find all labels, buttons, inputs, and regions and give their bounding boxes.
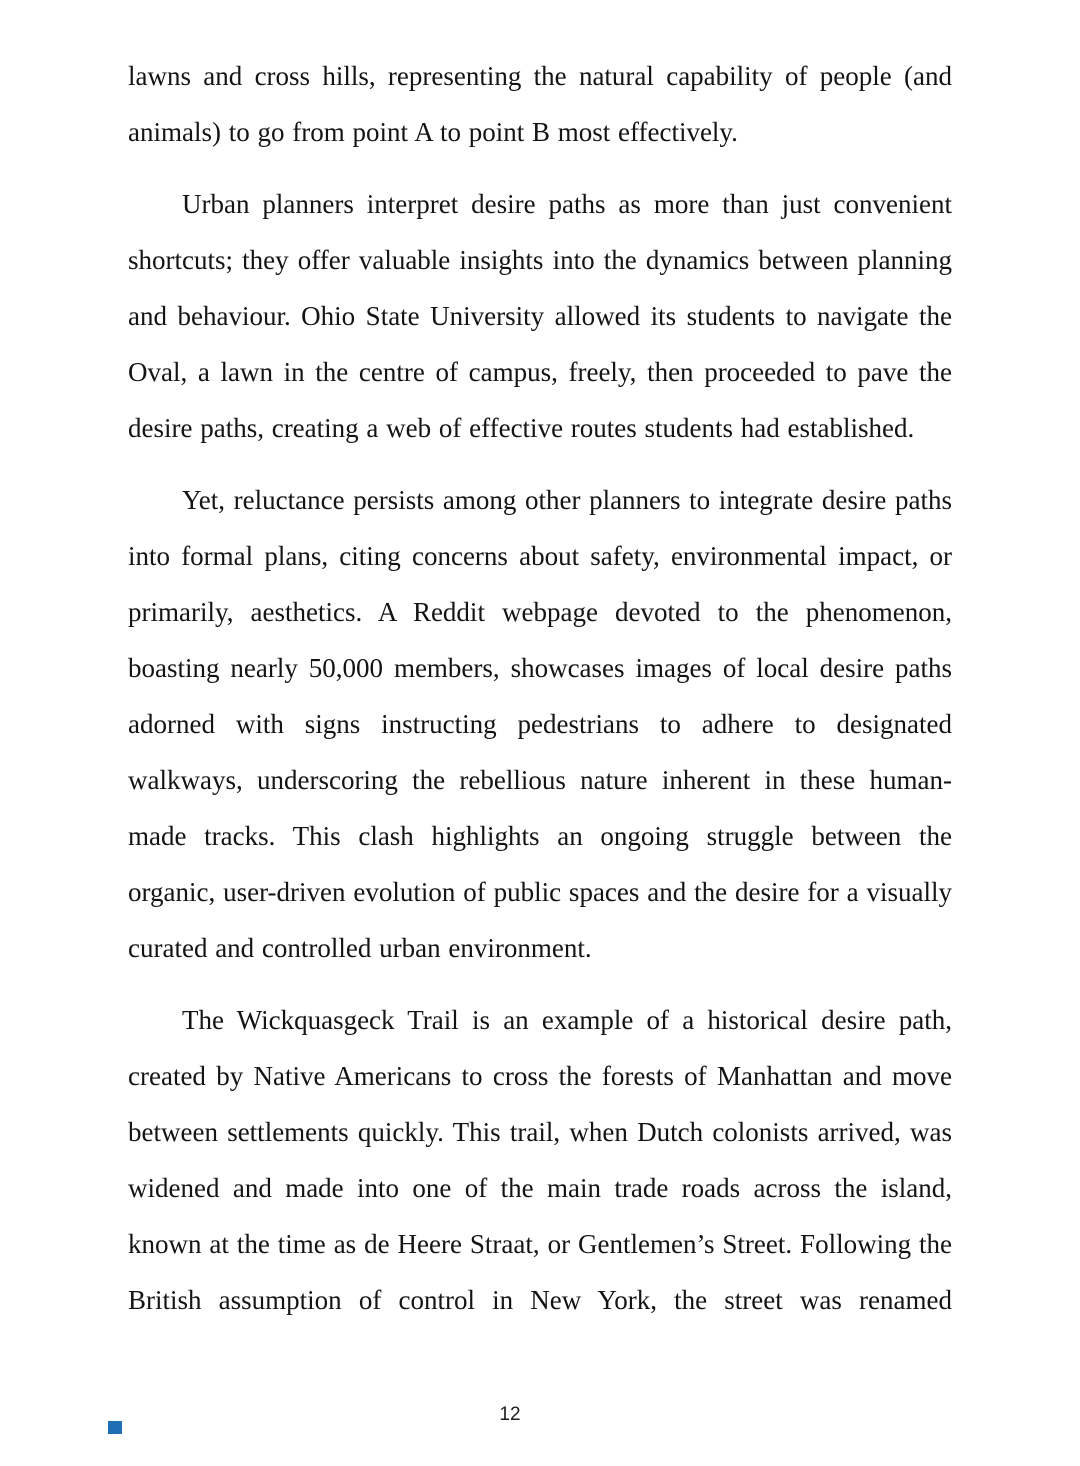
footer-bullet-marker bbox=[108, 1421, 122, 1434]
paragraph: Urban planners interpret desire paths as more than just convenient shortcuts; they offer valuable insights into the dynamics between planning and behaviour. Ohio State University allowed its students to navigate the Oval, a lawn in the centre of campus, freely, then proceeded to pave the desire paths, creating a web of effective routes students had established. bbox=[128, 189, 952, 443]
paragraph: Yet, reluctance persists among other planners to integrate desire paths into formal plans, citing concerns about safety, environmental impact, or primarily, aesthetics. A Reddit webpage devoted to the phenomenon, boasting nearly 50,000 members, showcases images of local desire paths adorned with signs instructing pedestrians to adhere to designated walkways, underscoring the rebellious nature inherent in these human-made tracks. This clash highlights an ongoing struggle between the organic, user-driven evolution of public spaces and the desire for a visually curated and controlled urban environment. bbox=[128, 485, 952, 963]
paragraph: lawns and cross hills, representing the natural capability of people (and animals) to go from point A to point B most effectively. bbox=[128, 61, 952, 147]
paragraph: The Wickquasgeck Trail is an example of a historical desire path, created by Native Americans to cross the forests of Manhattan and move between settlements quickly. This trail, when Dutch colonists arrived, was widened and made into one of the main trade roads across the island, known at the time as de Heere Straat, or Gentlemen’s Street. Following the British assumption of control in New York, the street was renamed bbox=[128, 1005, 952, 1315]
page-number: 12 bbox=[499, 1404, 521, 1425]
document-body bbox=[128, 48, 952, 1344]
